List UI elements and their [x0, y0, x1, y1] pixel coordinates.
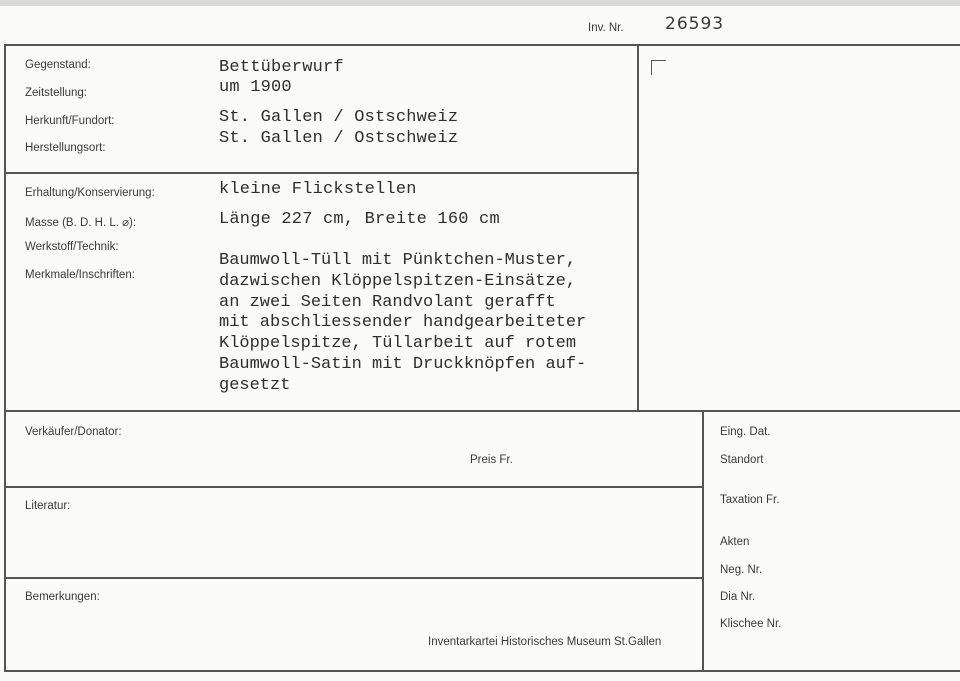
herstellungsort-label: Herstellungsort: — [25, 142, 106, 154]
klischee-nr-label: Klischee Nr. — [720, 618, 782, 630]
erhaltung-label: Erhaltung/Konservierung: — [25, 187, 155, 199]
rule-lower-divider — [702, 410, 704, 671]
herstellungsort-value: St. Gallen / Ostschweiz — [219, 129, 459, 148]
zeitstellung-value: um 1900 — [219, 78, 292, 97]
photo-corner-mark — [651, 60, 666, 75]
rule-literature-end — [4, 577, 703, 579]
description-line: an zwei Seiten Randvolant gerafft — [219, 292, 556, 312]
description-line: Baumwoll-Tüll mit Pünktchen-Muster, — [219, 251, 577, 270]
description-line: mit abschliessender handgearbeiteter — [219, 313, 587, 333]
description-line: gesetzt — [219, 375, 291, 395]
taxation-label: Taxation Fr. — [720, 494, 780, 506]
inv-nr-value: 26593 — [665, 14, 725, 34]
akten-label: Akten — [720, 536, 750, 548]
zeitstellung-label: Zeitstellung: — [25, 87, 88, 99]
dia-nr-label: Dia Nr. — [720, 591, 756, 603]
herkunft-label: Herkunft/Fundort: — [25, 115, 115, 127]
herkunft-value: St. Gallen / Ostschweiz — [219, 108, 459, 127]
inv-nr-label: Inv. Nr. — [588, 22, 624, 34]
rule-bottom — [4, 670, 960, 672]
verkaeufer-label: Verkäufer/Donator: — [25, 426, 122, 438]
merkmale-label: Merkmale/Inschriften: — [25, 269, 135, 281]
description-line: Klöppelspitze, Tüllarbeit auf rotem — [219, 334, 577, 354]
description-text — [219, 251, 586, 397]
masse-value: Länge 227 cm, Breite 160 cm — [219, 210, 500, 229]
neg-nr-label: Neg. Nr. — [720, 564, 763, 576]
rule-object-end — [4, 172, 638, 174]
rule-top — [4, 44, 960, 46]
standort-label: Standort — [720, 454, 764, 466]
masse-label: Masse (B. D. H. L. ⌀): — [25, 217, 137, 229]
gegenstand-label: Gegenstand: — [25, 59, 91, 71]
card-top-edge — [0, 0, 960, 6]
rule-left — [4, 44, 6, 671]
rule-details-end — [4, 410, 960, 412]
description-line: Baumwoll-Satin mit Druckknöpfen auf- — [219, 354, 587, 374]
literatur-label: Literatur: — [25, 500, 71, 512]
bemerkungen-label: Bemerkungen: — [25, 591, 100, 603]
rule-seller-end — [4, 486, 703, 488]
gegenstand-value: Bettüberwurf — [219, 58, 344, 77]
rule-upper-divider — [637, 44, 639, 411]
erhaltung-value: kleine Flickstellen — [219, 180, 417, 199]
preis-label: Preis Fr. — [470, 454, 513, 466]
eing-dat-label: Eing. Dat. — [720, 426, 771, 438]
footer-label: Inventarkartei Historisches Museum St.Gallen — [428, 636, 662, 648]
werkstoff-label: Werkstoff/Technik: — [25, 241, 119, 253]
description-line: dazwischen Klöppelspitzen-Einsätze, — [219, 271, 577, 291]
